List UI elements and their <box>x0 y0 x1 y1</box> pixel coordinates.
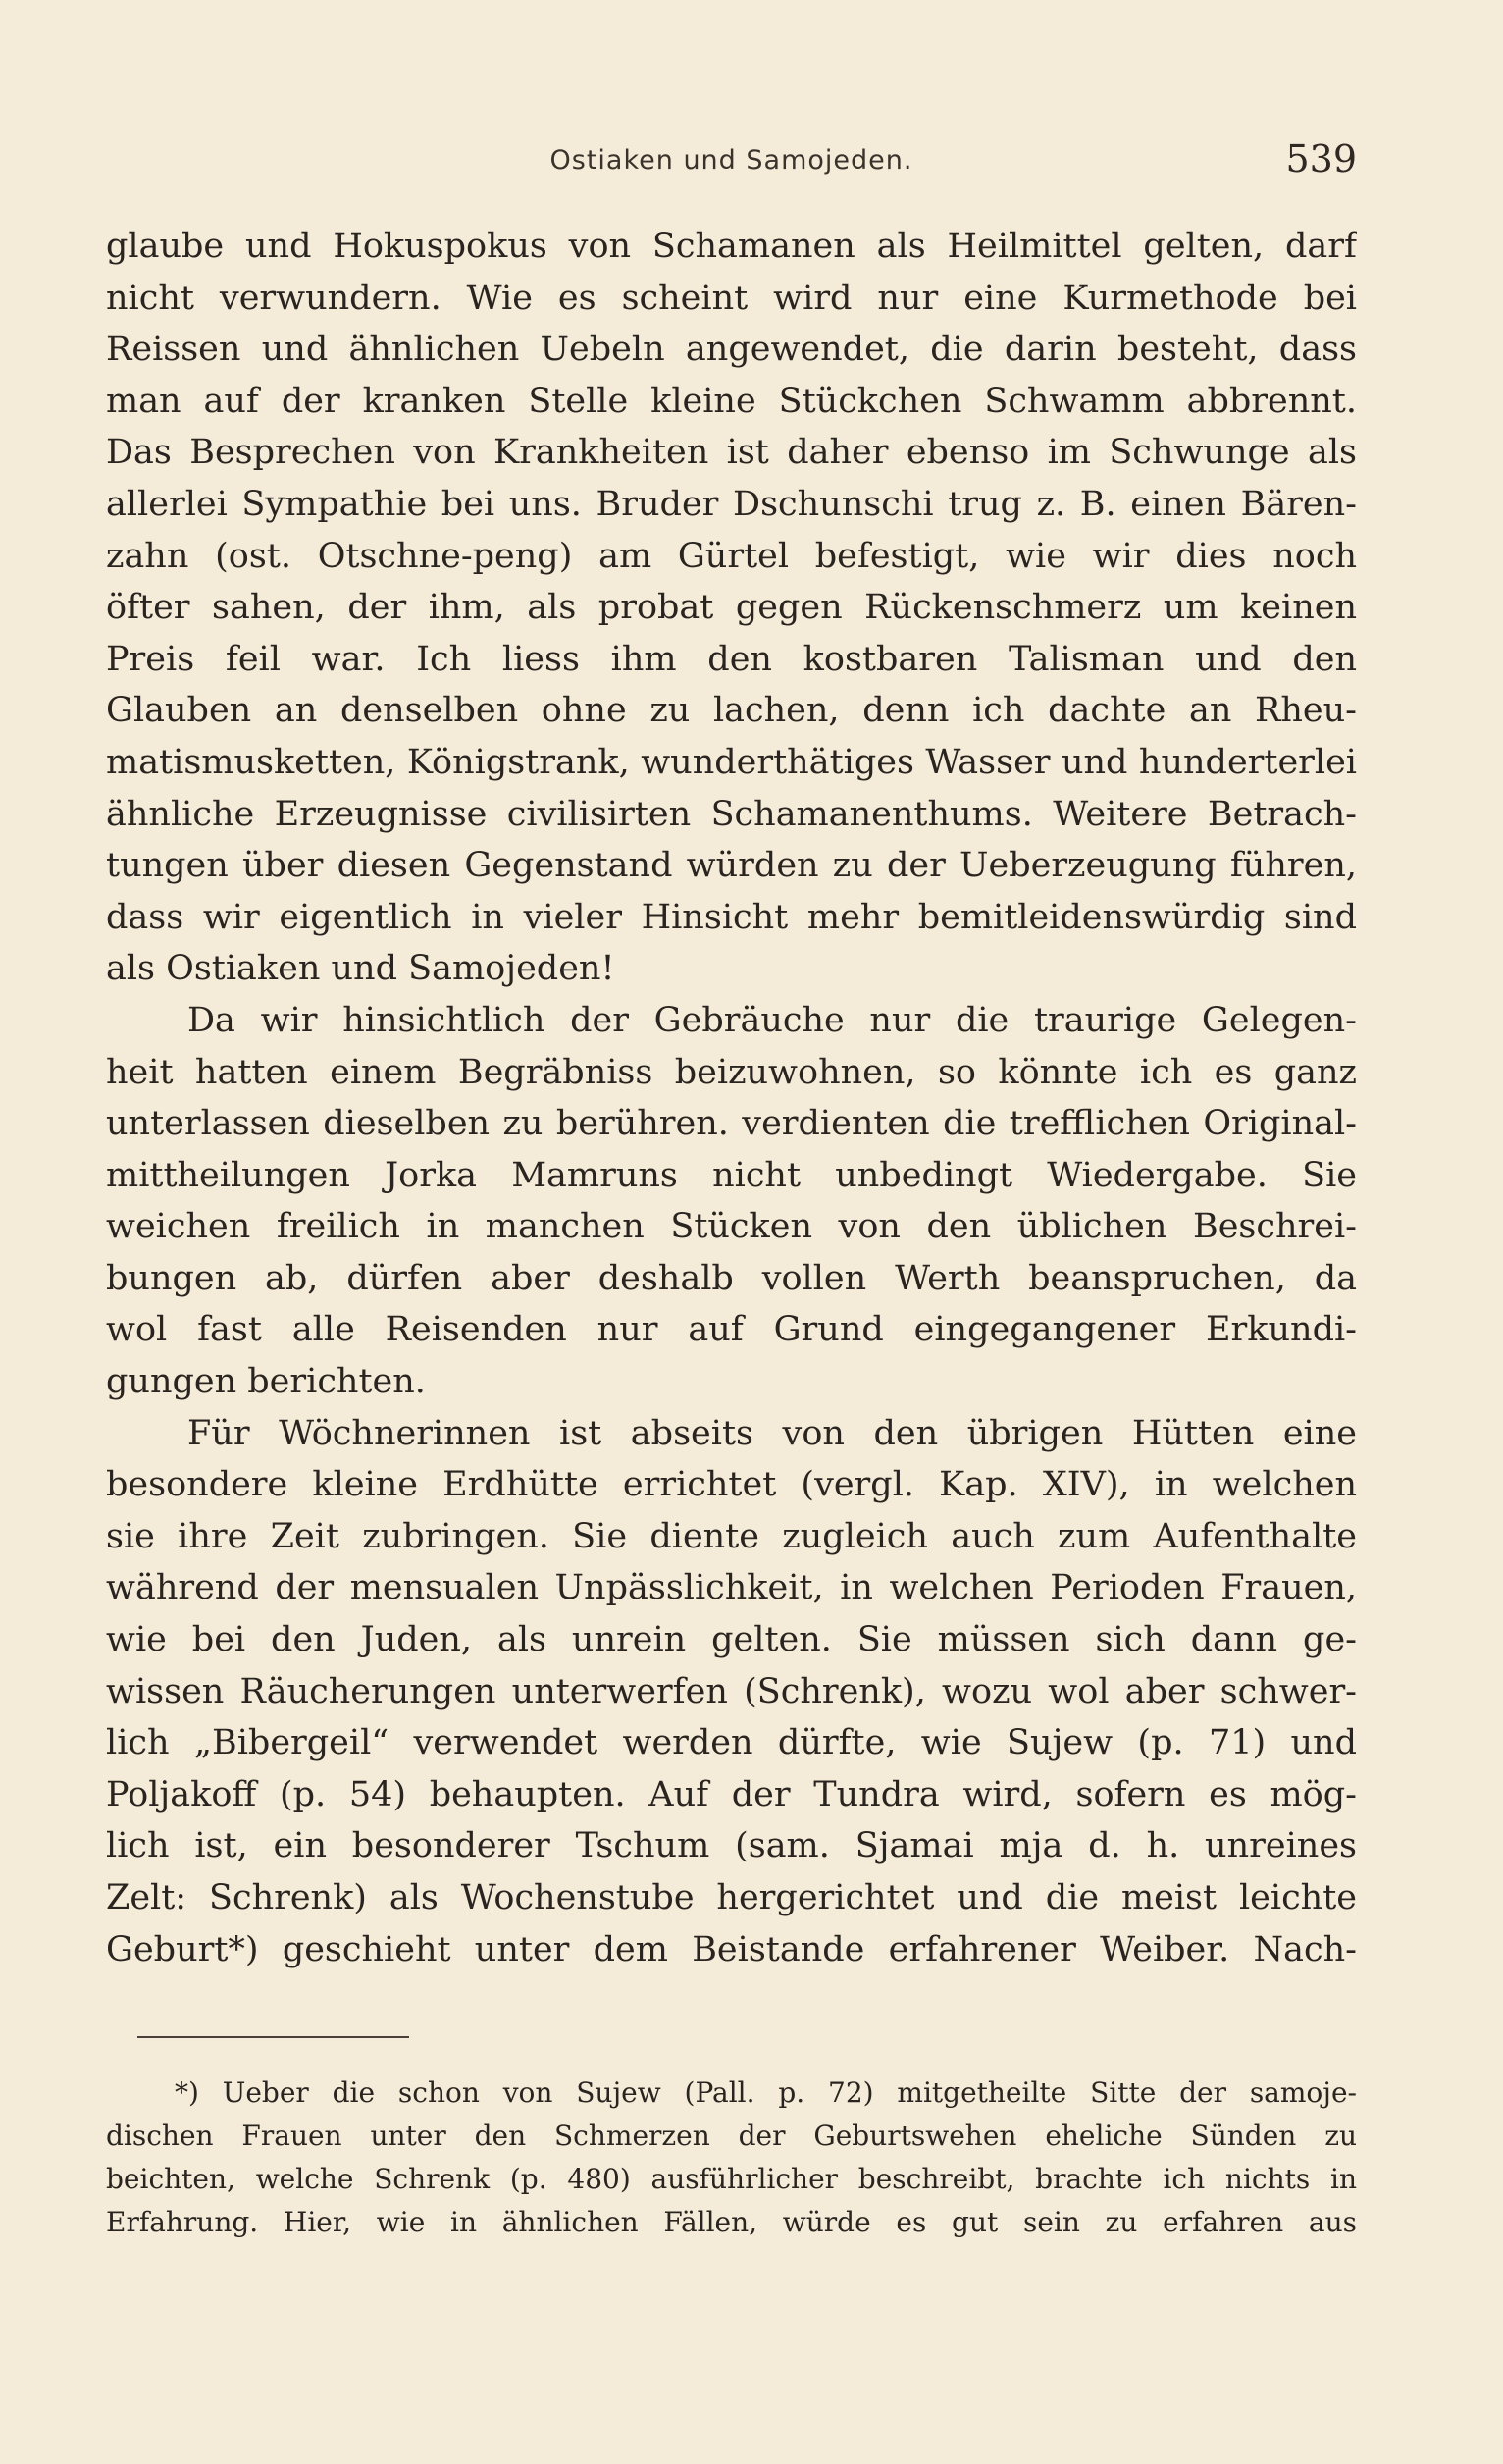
text-line: gungen berichten. <box>106 1362 426 1402</box>
text-line: wie bei den Juden, als unrein gelten. Sie müssen sich dann ge- <box>106 1620 1357 1660</box>
text-line: Reissen und ähnlichen Uebeln angewendet, die darin besteht, dass <box>106 330 1357 370</box>
text-line: glaube und Hokuspokus von Schamanen als Heilmittel gelten, darf <box>106 227 1357 266</box>
text-line: zahn (ost. Otschne-peng) am Gürtel befestigt, wie wir dies noch <box>106 536 1357 576</box>
text-line: dass wir eigentlich in vieler Hinsicht mehr bemitleidenswürdig sind <box>106 897 1357 937</box>
footnote-line: Erfahrung. Hier, wie in ähnlichen Fällen, würde es gut sein zu erfahren aus <box>106 2206 1357 2238</box>
text-line: heit hatten einem Begräbniss beizuwohnen, so könnte ich es ganz <box>106 1052 1357 1092</box>
page-number: 539 <box>1285 137 1357 181</box>
text-line: Glauben an denselben ohne zu lachen, denn ich dachte an Rheu- <box>106 691 1357 731</box>
text-line: wol fast alle Reisenden nur auf Grund eingegangener Erkundi- <box>106 1310 1357 1350</box>
text-line: ähnliche Erzeugnisse civilisirten Schamanenthums. Weitere Betrach- <box>106 794 1357 834</box>
text-line: Zelt: Schrenk) als Wochenstube hergerichtet und die meist leichte <box>106 1878 1357 1917</box>
text-line: Poljakoff (p. 54) behaupten. Auf der Tundra wird, sofern es mög- <box>106 1774 1357 1814</box>
running-title: Ostiaken und Samojeden. <box>549 145 913 176</box>
footnote-line: beichten, welche Schrenk (p. 480) ausführlicher beschreibt, brachte ich nichts in <box>106 2163 1357 2195</box>
text-line: Das Besprechen von Krankheiten ist daher ebenso im Schwunge als <box>106 433 1357 473</box>
text-line: unterlassen dieselben zu berühren. verdienten die trefflichen Original- <box>106 1104 1357 1144</box>
text-line: bungen ab, dürfen aber deshalb vollen Werth beanspruchen, da <box>106 1258 1357 1298</box>
footnote <box>106 2071 1357 2244</box>
body-text <box>106 221 1357 1975</box>
text-line: matismusketten, Königstrank, wunderthätiges Wasser und hunderterlei <box>106 742 1357 782</box>
text-line: nicht verwundern. Wie es scheint wird nur eine Kurmethode bei <box>106 278 1357 318</box>
text-line: öfter sahen, der ihm, als probat gegen Rückenschmerz um keinen <box>106 588 1357 628</box>
page-header <box>106 137 1357 186</box>
footnote-line: *) Ueber die schon von Sujew (Pall. p. 72) mitgetheilte Sitte der samoje- <box>175 2076 1357 2109</box>
text-line: lich ist, ein besonderer Tschum (sam. Sjamai mja d. h. unreines <box>106 1826 1357 1866</box>
text-line: besondere kleine Erdhütte errichtet (vergl. Kap. XIV), in welchen <box>106 1465 1357 1505</box>
text-line: weichen freilich in manchen Stücken von den üblichen Beschrei- <box>106 1207 1357 1247</box>
text-line: während der mensualen Unpässlichkeit, in welchen Perioden Frauen, <box>106 1568 1357 1608</box>
text-line: allerlei Sympathie bei uns. Bruder Dschunschi trug z. B. einen Bären- <box>106 484 1357 524</box>
text-line: mittheilungen Jorka Mamruns nicht unbedingt Wiedergabe. Sie <box>106 1155 1357 1195</box>
text-line: Preis feil war. Ich liess ihm den kostbaren Talisman und den <box>106 639 1357 679</box>
text-line: Geburt*) geschieht unter dem Beistande erfahrener Weiber. Nach- <box>106 1929 1357 1969</box>
text-line: lich „Bibergeil“ verwendet werden dürfte, wie Sujew (p. 71) und <box>106 1723 1357 1763</box>
text-line: man auf der kranken Stelle kleine Stückchen Schwamm abbrennt. <box>106 381 1357 421</box>
text-line: als Ostiaken und Samojeden! <box>106 949 615 989</box>
footnote-line: dischen Frauen unter den Schmerzen der Geburtswehen eheliche Sünden zu <box>106 2120 1357 2152</box>
text-line: tungen über diesen Gegenstand würden zu der Ueberzeugung führen, <box>106 846 1357 886</box>
footnote-divider <box>137 2036 409 2038</box>
text-line: sie ihre Zeit zubringen. Sie diente zugleich auch zum Aufenthalte <box>106 1516 1357 1556</box>
text-line: wissen Räucherungen unterwerfen (Schrenk), wozu wol aber schwer- <box>106 1671 1357 1711</box>
text-line: Da wir hinsichtlich der Gebräuche nur die traurige Gelegen- <box>187 1000 1357 1040</box>
text-line: Für Wöchnerinnen ist abseits von den übrigen Hütten eine <box>187 1413 1357 1453</box>
